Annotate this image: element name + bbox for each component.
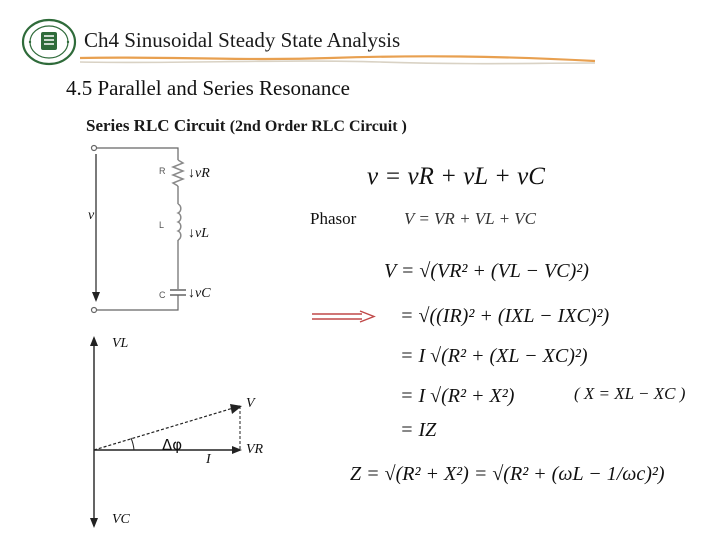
vr-phasor-label: VR	[246, 442, 264, 457]
current-phasor-label: I	[206, 452, 211, 467]
circuit-label	[86, 116, 407, 136]
reactance-definition: ( X = XL − XC )	[574, 384, 686, 403]
vc-drop-label: ↓vC	[188, 286, 211, 301]
phasor-kvl-equation: V = VR + VL + VC	[404, 209, 537, 228]
inductor-label: L	[159, 220, 165, 230]
header-underline	[80, 54, 600, 66]
v-phasor-label: V	[246, 396, 255, 411]
phasor-diagram	[80, 330, 280, 535]
university-seal-icon	[20, 18, 78, 66]
vl-drop-label: ↓vL	[188, 226, 209, 241]
source-voltage-label: v	[88, 208, 95, 223]
resistor-label: R	[159, 166, 166, 176]
circuit-label-main: Series RLC Circuit	[86, 116, 230, 135]
inductor-symbol	[178, 204, 181, 240]
impedance-equation: Z = √(R² + X²) = √(R² + (ωL − 1/ωc)²)	[350, 463, 665, 485]
vr-drop-label: ↓vR	[188, 166, 210, 181]
magnitude-eq-5: = IZ	[400, 419, 437, 441]
kvl-equation: v = vR + vL + vC	[367, 163, 545, 190]
vl-phasor-label: VL	[112, 336, 129, 351]
implies-arrow-icon	[310, 310, 376, 324]
vc-phasor-label: VC	[112, 512, 130, 527]
university-logo	[20, 18, 78, 66]
magnitude-eq-4: = I √(R² + X²)	[400, 385, 515, 407]
header-title: Ch4 Sinusoidal Steady State Analysis	[84, 28, 401, 52]
phase-angle-label: Δφ	[162, 436, 183, 454]
circuit-label-paren: (2nd Order RLC Circuit )	[229, 118, 407, 135]
resistor-symbol	[173, 160, 183, 186]
magnitude-eq-1: V = √(VR² + (VL − VC)²)	[384, 260, 589, 282]
magnitude-eq-3: = I √(R² + (XL − XC)²)	[400, 345, 588, 367]
phasor-word: Phasor	[310, 209, 357, 228]
capacitor-label: C	[159, 290, 166, 300]
section-title: 4.5 Parallel and Series Resonance	[66, 76, 350, 100]
magnitude-eq-2: = √((IR)² + (IXL − IXC)²)	[400, 305, 610, 327]
